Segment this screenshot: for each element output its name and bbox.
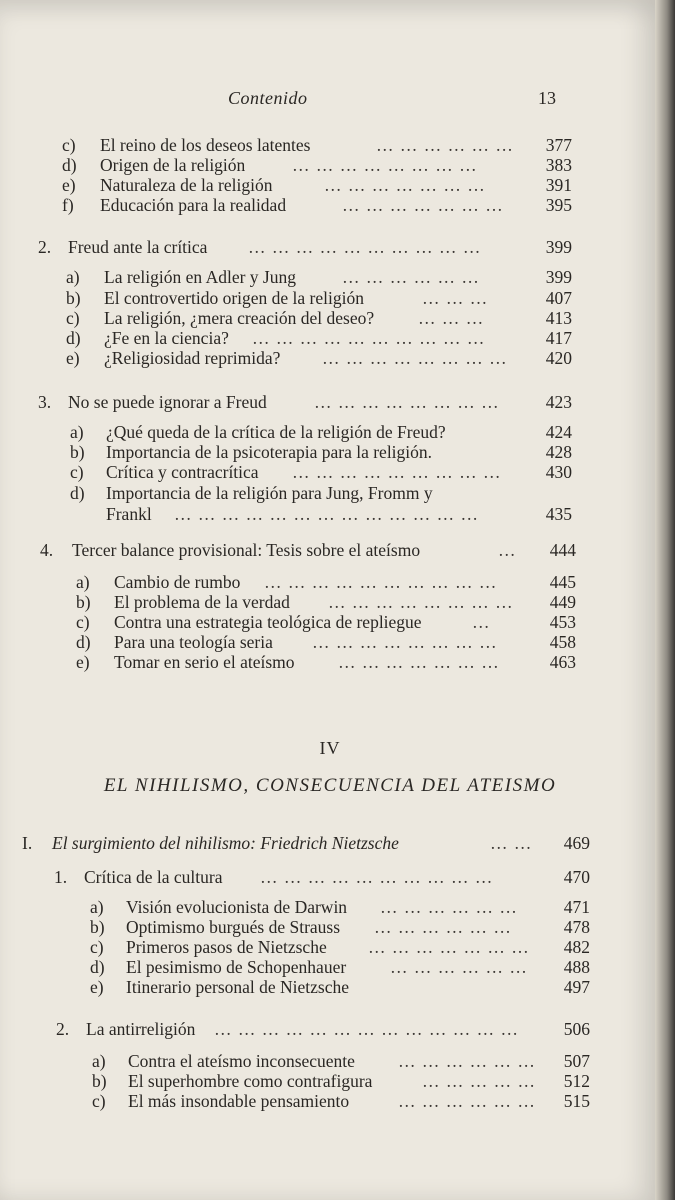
toc-entry: 1. Crítica de la cultura … … … … … … … … … … 470 — [54, 867, 590, 887]
toc-entry: d) Importancia de la religión para Jung, Fromm y — [70, 483, 433, 503]
running-title: Contenido — [228, 88, 308, 108]
toc-entry: I. El surgimiento del nihilismo: Friedrich Nietzsche … … 469 — [22, 833, 590, 853]
toc-entry: a) Visión evolucionista de Darwin … … … … … … 471 — [90, 897, 590, 917]
toc-entry: a) La religión en Adler y Jung … … … … … … 399 — [66, 267, 572, 287]
toc-entry: a) Contra el ateísmo inconsecuente … … … … … … 507 — [92, 1051, 590, 1071]
toc-entry: d) Para una teología seria … … … … … … … … 458 — [76, 632, 576, 652]
part-title: EL NIHILISMO, CONSECUENCIA DEL ATEISMO — [103, 775, 557, 796]
toc-entry: e) Naturaleza de la religión … … … … … … … 391 — [62, 175, 572, 195]
part-number: IV — [319, 738, 341, 758]
toc-entry: c) Primeros pasos de Nietzsche … … … … … … … 482 — [90, 937, 590, 957]
toc-entry: c) Crítica y contracrítica … … … … … … … … … 430 — [70, 462, 572, 482]
page-number: 13 — [538, 88, 556, 108]
toc-entry: d) El pesimismo de Schopenhauer … … … … … … 488 — [90, 957, 590, 977]
toc-entry: a) Cambio de rumbo … … … … … … … … … … 445 — [76, 572, 576, 592]
toc-entry: a) ¿Qué queda de la crítica de la religión de Freud? 424 — [70, 422, 572, 442]
toc-entry: c) El reino de los deseos latentes … … … … … … 377 — [62, 135, 572, 155]
running-header — [0, 88, 660, 118]
toc-entry: b) Optimismo burgués de Strauss … … … … … … 478 — [90, 917, 590, 937]
toc-entry: b) El superhombre como contrafigura … … … … … 512 — [92, 1071, 590, 1091]
toc-entry: c) El más insondable pensamiento … … … … … … 515 — [92, 1091, 590, 1111]
toc-entry: 4. Tercer balance provisional: Tesis sobre el ateísmo … 444 — [40, 540, 576, 560]
toc-entry: e) Tomar en serio el ateísmo … … … … … … … 463 — [76, 652, 576, 672]
toc-entry: b) El controvertido origen de la religión … … … 407 — [66, 288, 572, 308]
toc-entry: d) ¿Fe en la ciencia? … … … … … … … … … … 417 — [66, 328, 572, 348]
toc-entry: Frankl … … … … … … … … … … … … … 435 — [106, 504, 572, 524]
toc-entry: e) ¿Religiosidad reprimida? … … … … … … … … 420 — [66, 348, 572, 368]
toc-entry: 3. No se puede ignorar a Freud … … … … … … … … 423 — [38, 392, 572, 412]
toc-entry: c) Contra una estrategia teológica de repliegue … 453 — [76, 612, 576, 632]
toc-entry: b) El problema de la verdad … … … … … … … … 449 — [76, 592, 576, 612]
toc-entry: d) Origen de la religión … … … … … … … … 383 — [62, 155, 572, 175]
page-edge — [655, 0, 675, 1200]
toc-entry: f) Educación para la realidad … … … … … … … 395 — [62, 195, 572, 215]
toc-entry: 2. Freud ante la crítica … … … … … … … … … … 399 — [38, 237, 572, 257]
toc-entry: e) Itinerario personal de Nietzsche 497 — [90, 977, 590, 997]
toc-entry: 2. La antirreligión … … … … … … … … … … … … … 506 — [56, 1019, 590, 1039]
toc-entry: c) La religión, ¿mera creación del deseo? … … … 413 — [66, 308, 572, 328]
toc-entry: b) Importancia de la psicoterapia para la religión. 428 — [70, 442, 572, 462]
